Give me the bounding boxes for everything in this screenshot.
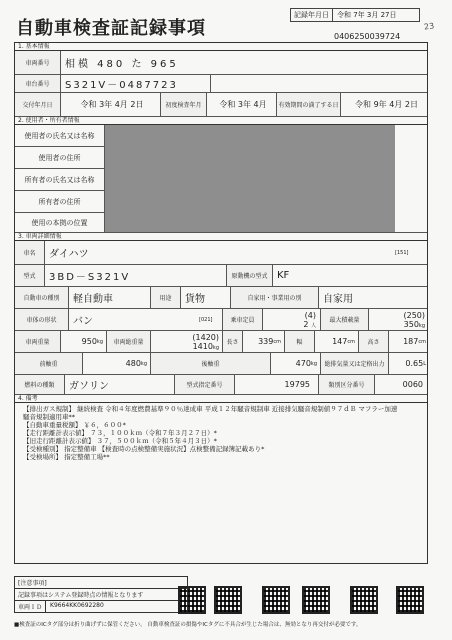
kind-label: 自動車の種別 bbox=[15, 287, 69, 308]
shape-value: バン bbox=[73, 316, 93, 327]
shape-label: 車体の形状 bbox=[15, 309, 69, 330]
row-fuel bbox=[15, 375, 427, 395]
qr-code-3 bbox=[262, 586, 290, 614]
gross-value: (1420) bbox=[192, 332, 219, 342]
shape-code: [021] bbox=[199, 309, 223, 330]
engine-value: KF bbox=[277, 270, 290, 281]
expiry-label: 有効期間の満了する日 bbox=[277, 93, 341, 116]
qr-code-2 bbox=[214, 586, 242, 614]
row-chassis bbox=[15, 75, 427, 93]
vehicle-id-value: K9664KK0692280 bbox=[50, 602, 104, 609]
height-label: 高さ bbox=[359, 331, 389, 352]
maker-value: ダイハツ bbox=[49, 249, 89, 260]
use-label: 用途 bbox=[151, 287, 181, 308]
capacity-value-2: 2 人 bbox=[303, 319, 316, 329]
rear-axle-value: 470 kg bbox=[271, 353, 321, 374]
purpose-label: 自家用・事業用の別 bbox=[231, 287, 319, 308]
maker-code: [151] bbox=[395, 249, 409, 256]
front-axle-label: 前軸重 bbox=[15, 353, 83, 374]
notes-box bbox=[14, 576, 188, 613]
expiry-value: 令和 9年 4月 2日 bbox=[355, 100, 418, 109]
maker-label: 車名 bbox=[15, 241, 45, 264]
reg-label: 車両番号 bbox=[15, 51, 61, 74]
maxload-value-2: 350kg bbox=[403, 319, 425, 329]
notes-line: 記録事項はシステム登録時点の情報となります bbox=[15, 589, 187, 601]
qr-code-5 bbox=[350, 586, 378, 614]
vehicle-id-label: 車両ＩＤ bbox=[15, 601, 46, 612]
section-owner: 2. 使用者・所有者情報 bbox=[15, 117, 427, 125]
engine-label: 原動機の型式 bbox=[227, 265, 273, 286]
row-weight bbox=[15, 331, 427, 353]
chassis-label: 車台番号 bbox=[15, 75, 61, 92]
gross-cell bbox=[151, 331, 223, 352]
handwritten-number: 23 bbox=[423, 21, 435, 32]
purpose-value: 自家用 bbox=[323, 294, 353, 305]
qr-code-4 bbox=[302, 586, 330, 614]
maxload-label: 最大積載量 bbox=[321, 309, 369, 330]
issue-date-label: 記録年月日 bbox=[291, 9, 333, 21]
user-name-label: 使用者の氏名又は名称 bbox=[15, 125, 105, 147]
gross-value-2: 1410kg bbox=[192, 341, 219, 351]
length-label: 長さ bbox=[223, 331, 243, 352]
capacity-cell bbox=[263, 309, 321, 330]
rear-axle-label: 後軸重 bbox=[151, 353, 271, 374]
designation-label: 型式指定番号 bbox=[175, 375, 235, 394]
document-title: 自動車検査証記録事項 bbox=[16, 18, 206, 39]
fuel-label: 燃料の種類 bbox=[15, 375, 65, 394]
displacement-value: 0.65 L bbox=[405, 359, 426, 368]
section-vehicle: 3. 車両詳細情報 bbox=[15, 233, 427, 241]
row-model bbox=[15, 265, 427, 287]
row-registration bbox=[15, 51, 427, 75]
first-reg-value: 令和 3年 4月 bbox=[207, 93, 277, 116]
fuel-value: ガソリン bbox=[65, 375, 175, 394]
base-location-label: 使用の本拠の位置 bbox=[15, 213, 105, 233]
vehicle-id-row bbox=[15, 601, 187, 612]
model-label: 型式 bbox=[15, 265, 45, 286]
serial-number: 0406250039724 bbox=[334, 32, 401, 41]
owner-address-label: 所有者の住所 bbox=[15, 191, 105, 213]
footer-note: ■検査証のICタグ部分は折り曲げずに保管ください。 自動車検査証の損傷やICタグに不具合が生じた場合は、無効となり再交付が必要です。 bbox=[14, 622, 362, 628]
length-value: 339 cm bbox=[243, 331, 285, 352]
row-shape bbox=[15, 309, 427, 331]
notes-title: [注意事項] bbox=[15, 577, 187, 589]
maxload-cell bbox=[369, 309, 429, 330]
width-label: 幅 bbox=[285, 331, 315, 352]
height-value: 187 cm bbox=[403, 337, 426, 346]
chassis-value: S321V－0487723 bbox=[61, 75, 211, 92]
weight-value: 950 kg bbox=[61, 331, 107, 352]
category-label: 類別区分番号 bbox=[319, 375, 375, 394]
owner-name-label: 所有者の氏名又は名称 bbox=[15, 169, 105, 191]
use-value: 貨物 bbox=[181, 287, 231, 308]
row-kind bbox=[15, 287, 427, 309]
first-reg-label: 初度検査年月 bbox=[161, 93, 207, 116]
displacement-label: 総排気量又は定格出力 bbox=[321, 353, 389, 374]
gross-label: 車両総重量 bbox=[107, 331, 151, 352]
qr-code-6 bbox=[396, 586, 424, 614]
front-axle-value: 480 kg bbox=[83, 353, 151, 374]
issued-value: 令和 3年 4月 2日 bbox=[61, 93, 161, 116]
row-axle bbox=[15, 353, 427, 375]
qr-code-1 bbox=[178, 586, 206, 614]
capacity-value: (4) bbox=[304, 310, 316, 320]
remarks-text: 【排出ガス規制】 継続検査 令和４年度燃費基準９０％達成車 平成１２年騒音規制車 近接排気騒音規制値９７ｄＢ マフラー加速 騒音規制適用車** 【自動車重量税額】 ￥６，６００* 【走行距離計表示値】 ７３，１００ｋｍ（令和７年３月２７日）* 【旧走行距離計表示値】 ３７，５００ｋｍ（令和５年４月３日）* 【受検種別】 指定整備車 【検査時の点検整備実施状況】点検整備記録簿記載あり* 【受検場所】 指定整備工場** bbox=[23, 405, 398, 461]
row-dates bbox=[15, 93, 427, 117]
record-frame bbox=[14, 42, 428, 564]
section-basic: 1. 基本情報 bbox=[15, 43, 427, 51]
kind-value: 軽自動車 bbox=[69, 287, 151, 308]
width-value: 147 cm bbox=[315, 331, 359, 352]
weight-label: 車両重量 bbox=[15, 331, 61, 352]
issued-label: 交付年月日 bbox=[15, 93, 61, 116]
issue-date-value: 令和 7年 3月 27日 bbox=[337, 11, 397, 19]
section-remarks: 4. 備考 bbox=[15, 395, 427, 403]
category-value: 0060 bbox=[402, 380, 423, 389]
designation-value: 19795 bbox=[235, 375, 319, 394]
issue-date-box bbox=[290, 8, 420, 22]
row-maker bbox=[15, 241, 427, 265]
user-address-label: 使用者の住所 bbox=[15, 147, 105, 169]
redacted-owner-info bbox=[105, 125, 395, 233]
model-value: 3BD－S321V bbox=[45, 265, 227, 286]
maxload-value: (250) bbox=[403, 310, 425, 320]
capacity-label: 乗車定員 bbox=[223, 309, 263, 330]
reg-value: 相模 480 た 965 bbox=[65, 59, 179, 70]
